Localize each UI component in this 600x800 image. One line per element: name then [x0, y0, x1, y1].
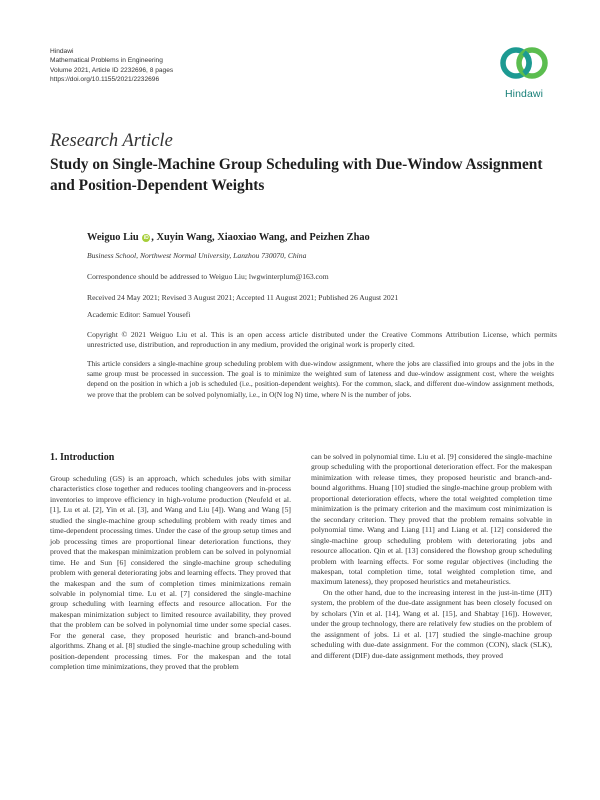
hindawi-rings-icon — [498, 43, 550, 85]
volume-info: Volume 2021, Article ID 2232696, 8 pages — [50, 66, 174, 74]
section-heading-introduction: 1. Introduction — [50, 452, 115, 463]
introduction-left-column: Group scheduling (GS) is an approach, which schedules jobs with similar characteristics close together and reduces tooling changeovers and in-process inventories to improve efficiency in high-volume production (Neufeld et al. [1], Lu et al. [2], Yin et al. [3], and Wang and Liu [4]). Wang and Wang [5] studied the single-machine group scheduling problem with ready times and time-dependent processing times. Under the case of the group setup times and job processing times are proportional linear deterioration functions, they proved that the makespan minimization problem can be solved in polynomial time. He and Sun [6] considered the single-machine group scheduling problem with general deteriorating jobs and learning effects. They proved that the makespan and the sum of completion times minimizations remain solvable in polynomial time. Lu et al. [7] considered the single-machine group scheduling with learning effects and resource allocation. For the makespan minimization subject to limited resource availability, they proved that the problem can be solved in polynomial time under some special cases. For the general case, they proposed heuristic and branch-and-bound algorithms. Zhang et al. [8] studied the single-machine group scheduling with position-dependent processing times. For the makespan and the total completion time minimizations, they proved that the problem — [50, 474, 291, 672]
doi-link[interactable]: https://doi.org/10.1155/2021/2232696 — [50, 76, 160, 84]
correspondence: Correspondence should be addressed to Weiguo Liu; lwgwinterplum@163.com — [87, 272, 329, 281]
author-rest: , Xuyin Wang, Xiaoxiao Wang, and Peizhen Zhao — [151, 232, 370, 243]
journal-meta — [50, 47, 173, 85]
article-title: Study on Single-Machine Group Scheduling with Due-Window Assignment and Position-Dependent Weights — [50, 156, 543, 194]
publication-dates: Received 24 May 2021; Revised 3 August 2021; Accepted 11 August 2021; Published 26 August 2021 — [87, 293, 399, 302]
body-paragraph: can be solved in polynomial time. Liu et al. [9] considered the single-machine group scheduling with the proportional deterioration effect. For the makespan minimization with release times, they proposed heuristic and branch-and-bound algorithms. Huang [10] studied the single-machine group problem with proportional deterioration effects, where the total weighted completion time minimization is the primary criterion and the maximum cost minimization is the secondary criterion. They proved that the problem remains solvable in polynomial time. Wang and Liang [11] and Liang et al. [12] considered the single-machine group scheduling problem with deteriorating jobs and resource allocation. Qin et al. [13] considered the flowshop group scheduling problem with learning effects. For some regular objectives (including the makespan, total completion time, total weighted completion time, and maximum lateness), they proposed heuristics and metaheuristics. — [311, 452, 552, 587]
article-type: Research Article — [50, 131, 173, 151]
journal-name: Mathematical Problems in Engineering — [50, 57, 163, 65]
hindawi-logo — [494, 43, 554, 100]
publisher-name: Hindawi — [50, 48, 74, 55]
orcid-icon[interactable]: iD — [143, 235, 149, 241]
academic-editor: Academic Editor: Samuel Yousefi — [87, 310, 191, 319]
author-first[interactable]: Weiguo Liu — [87, 232, 139, 243]
logo-text: Hindawi — [504, 88, 544, 100]
abstract: This article considers a single-machine group scheduling problem with due-window assignment, where the jobs are classified into groups and the jobs in the same group must be processed in succession. The goal is to minimize the weighted sum of lateness and due-window assignment cost, where the weights depend on the position in which a job is scheduled (i.e., position-dependent weights). For the common, slack, and different due-window assignment methods, we prove that the problem can be solved polynomially, i.e., in O(N log N) time, where N is the number of jobs. — [87, 359, 554, 399]
introduction-right-column — [311, 452, 552, 661]
affiliation: Business School, Northwest Normal University, Lanzhou 730070, China — [87, 251, 307, 260]
copyright-notice: Copyright © 2021 Weiguo Liu et al. This is an open access article distributed under the Creative Commons Attribution License, which permits unrestricted use, distribution, and reproduction in any medium, provided the original work is properly cited. — [87, 330, 557, 349]
author-list — [87, 232, 370, 243]
body-paragraph: On the other hand, due to the increasing interest in the just-in-time (JIT) system, the problem of the due-date assignment has been closely focused on by scholars (Yin et al. [14], Wang et al. [15], and Shabtay [16]). However, under the group technology, there are relatively few studies on the problem of the assignment of jobs. Li et al. [17] studied the single-machine group scheduling with due-date assignment. For the common (CON), slack (SLK), and different (DIF) due-date assignment methods, they proved — [311, 587, 552, 660]
